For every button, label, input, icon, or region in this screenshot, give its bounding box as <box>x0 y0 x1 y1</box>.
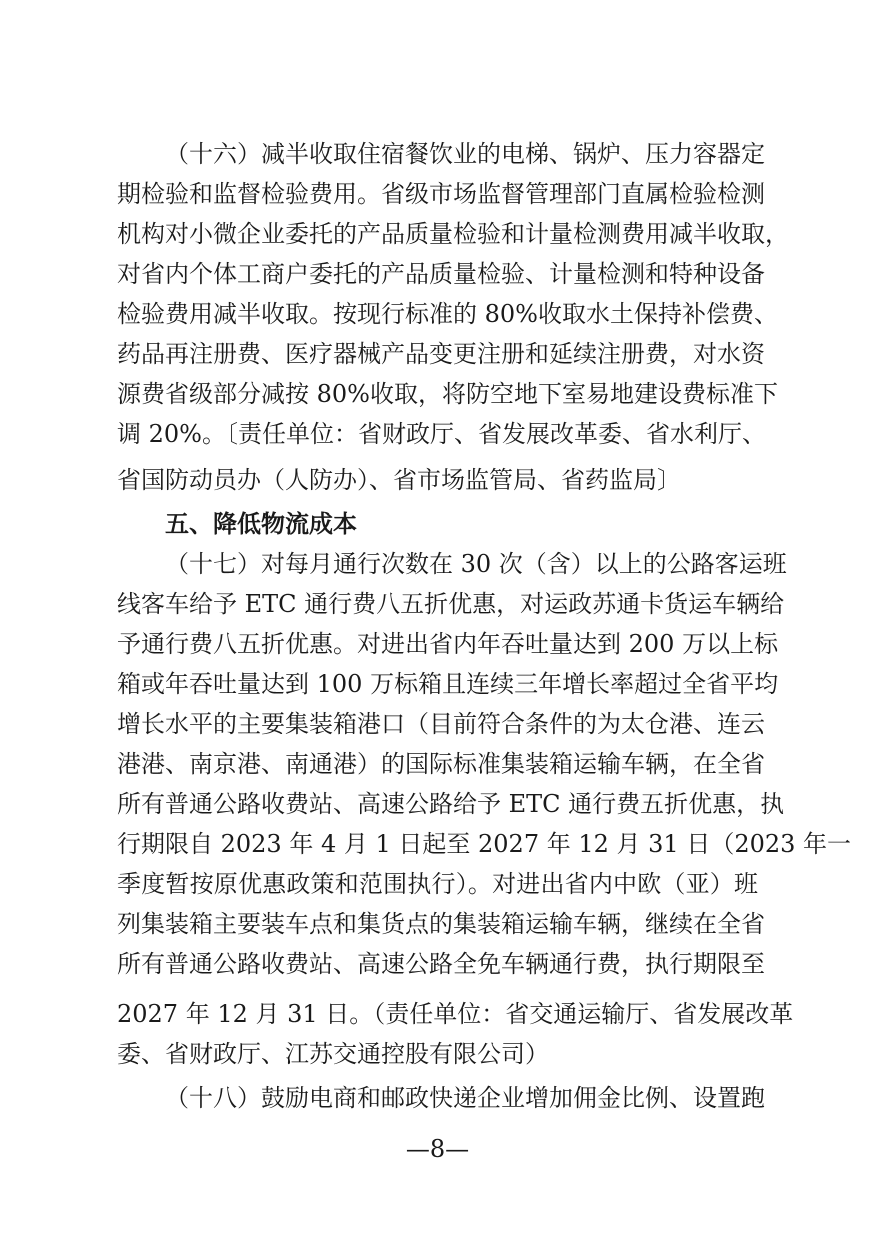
paragraph-17-line-9: 季度暂按原优惠政策和范围执行）。对进出省内中欧（亚）班 <box>117 870 758 898</box>
paragraph-17-line-3: 予通行费八五折优惠。对进出省内年吞吐量达到 200 万以上标 <box>117 630 779 658</box>
page-number: —8— <box>405 1135 470 1163</box>
paragraph-16-line-1: （十六）减半收取住宿餐饮业的电梯、锅炉、压力容器定 <box>165 140 765 168</box>
paragraph-16-line-3: 机构对小微企业委托的产品质量检验和计量检测费用减半收取， <box>117 220 789 248</box>
paragraph-17-line-12: 2027 年 12 月 31 日。（责任单位：省交通运输厅、省发展改革 <box>117 1000 794 1028</box>
paragraph-17-line-5: 增长水平的主要集装箱港口（目前符合条件的为太仓港、连云 <box>117 710 765 738</box>
paragraph-17-line-2: 线客车给予 ETC 通行费八五折优惠，对运政苏通卡货运车辆给 <box>117 590 785 618</box>
paragraph-18-line-1: （十八）鼓励电商和邮政快递企业增加佣金比例、设置跑 <box>165 1084 765 1112</box>
paragraph-16-line-4: 对省内个体工商户委托的产品质量检验、计量检测和特种设备 <box>117 260 765 288</box>
paragraph-17-line-13: 委、省财政厅、江苏交通控股有限公司） <box>117 1040 549 1068</box>
paragraph-17-line-11: 所有普通公路收费站、高速公路全免车辆通行费，执行期限至 <box>117 950 765 978</box>
paragraph-16-line-8: 调 20%。〔责任单位：省财政厅、省发展改革委、省水利厅、 <box>117 420 766 448</box>
section-heading: 五、降低物流成本 <box>165 510 357 538</box>
paragraph-17-line-8: 行期限自 2023 年 4 月 1 日起至 2027 年 12 月 31 日（2023 年一 <box>117 830 852 858</box>
paragraph-16-line-7: 源费省级部分减按 80%收取，将防空地下室易地建设费标准下 <box>117 380 778 408</box>
paragraph-17-line-10: 列集装箱主要装车点和集货点的集装箱运输车辆，继续在全省 <box>117 910 765 938</box>
paragraph-16-line-2: 期检验和监督检验费用。省级市场监督管理部门直属检验检测 <box>117 180 765 208</box>
paragraph-17-line-1: （十七）对每月通行次数在 30 次（含）以上的公路客运班 <box>165 550 787 578</box>
paragraph-17-line-4: 箱或年吞吐量达到 100 万标箱且连续三年增长率超过全省平均 <box>117 670 779 698</box>
paragraph-17-line-6: 港港、南京港、南通港）的国际标准集装箱运输车辆，在全省 <box>117 750 765 778</box>
paragraph-16-line-9: 省国防动员办（人防办）、省市场监管局、省药监局〕 <box>117 466 681 494</box>
paragraph-16-line-6: 药品再注册费、医疗器械产品变更注册和延续注册费，对水资 <box>117 340 765 368</box>
paragraph-16-line-5: 检验费用减半收取。按现行标准的 80%收取水土保持补偿费、 <box>117 300 778 328</box>
paragraph-17-line-7: 所有普通公路收费站、高速公路给予 ETC 通行费五折优惠，执 <box>117 790 785 818</box>
